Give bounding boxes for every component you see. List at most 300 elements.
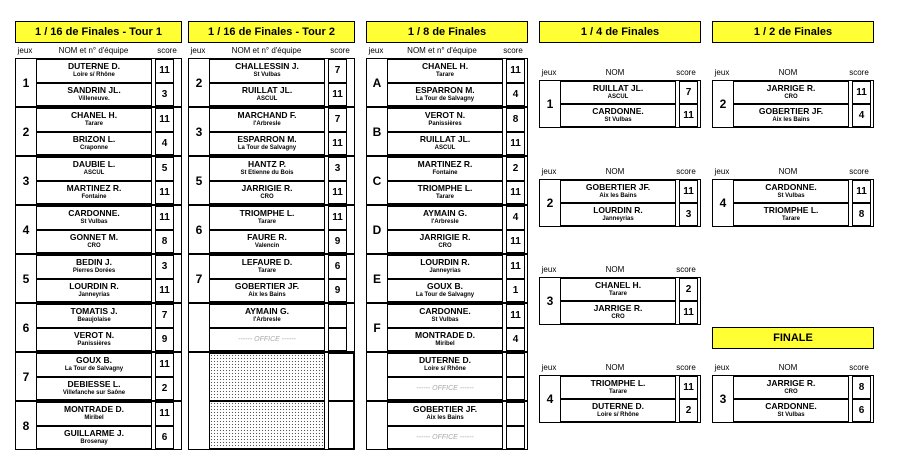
player-club: Panissières	[77, 340, 111, 347]
player-cell	[209, 108, 325, 132]
match-number: 5	[195, 173, 203, 188]
player-cell	[209, 59, 325, 83]
player-name: ESPARRON M.	[415, 84, 475, 95]
player-name: RUILLAT JL.	[592, 83, 644, 93]
player-club: Tarare	[436, 72, 454, 78]
col-jeux: jeux	[17, 46, 33, 55]
match-block	[539, 179, 701, 227]
match-block	[188, 303, 355, 352]
player-cell	[36, 353, 152, 377]
player-score: 11	[155, 59, 174, 83]
match-number: 1	[546, 97, 554, 111]
match-block	[366, 254, 528, 303]
match-number: 2	[719, 97, 727, 111]
player-score: 11	[328, 132, 347, 156]
match-number: 3	[195, 124, 203, 139]
player-score	[506, 402, 525, 426]
match-number: 3	[546, 294, 554, 308]
player-name: LOURDIN R.	[69, 280, 119, 291]
player-score: 11	[679, 180, 698, 203]
player-club: Tarare	[258, 268, 276, 274]
player-score: 11	[506, 59, 525, 83]
player-club: Aix les Bains	[426, 415, 464, 421]
player-club: l'Arbresle	[431, 219, 459, 225]
player-score: 5	[155, 157, 174, 181]
player-score: 11	[852, 180, 871, 203]
header-4: 1 / 4 de Finales	[539, 21, 701, 43]
player-club: CRO	[260, 193, 274, 200]
office-label: ------ OFFICE ------	[238, 335, 296, 343]
match-block	[188, 156, 355, 205]
player-cell	[36, 230, 152, 254]
match-block	[539, 80, 701, 128]
player-club: St Vulbas	[604, 117, 632, 123]
player-name: GOUX B.	[427, 280, 463, 291]
player-cell	[36, 328, 152, 352]
player-club: Panissières	[428, 121, 462, 127]
player-club: La Tour de Salvagny	[237, 144, 297, 151]
player-score: 11	[328, 83, 347, 107]
player-name: CARDONNE.	[765, 401, 817, 411]
match-number: 4	[546, 392, 554, 406]
player-club: St Etienne du Bois	[240, 170, 294, 176]
player-club: Villefanche sur Saône	[62, 389, 126, 396]
player-club: La Tour de Salvagny	[415, 95, 475, 102]
col-score: score	[676, 167, 696, 176]
player-score	[328, 304, 347, 328]
col-jeux: jeux	[714, 68, 730, 77]
match-block	[366, 107, 528, 156]
match-block	[188, 58, 355, 107]
match-block	[15, 205, 182, 254]
player-club: CRO	[784, 389, 798, 395]
col-score: score	[849, 68, 869, 77]
player-cell	[209, 157, 325, 181]
col-nom: NOM et n° d'équipe	[58, 46, 129, 55]
player-cell	[36, 59, 152, 83]
player-cell	[36, 426, 152, 450]
player-name: CARDONNE.	[68, 208, 120, 218]
player-name: GUILLARME J.	[64, 427, 124, 438]
player-club: Villeneuve.	[78, 95, 110, 102]
col-jeux: jeux	[190, 46, 206, 55]
player-cell	[560, 376, 676, 399]
col-score: score	[676, 265, 696, 274]
player-score: 7	[328, 59, 347, 83]
player-name: CHANEL H.	[70, 110, 118, 120]
player-cell	[560, 203, 676, 226]
match-number: 4	[22, 222, 30, 237]
player-score: 11	[328, 206, 347, 230]
player-club: Miribel	[435, 340, 455, 347]
player-club: Tarare	[436, 193, 454, 200]
match-block	[366, 205, 528, 254]
player-score: 6	[328, 255, 347, 279]
player-cell	[387, 132, 503, 156]
player-name: FAURE R.	[247, 231, 287, 242]
match-number: 2	[22, 124, 30, 139]
player-cell	[387, 181, 503, 205]
col-jeux: jeux	[714, 167, 730, 176]
match-number: B	[372, 124, 382, 139]
player-club: Pierres Dorées	[72, 268, 116, 274]
match-number: 4	[719, 196, 727, 210]
player-score: 2	[679, 399, 698, 422]
player-name: DAUBIE L.	[72, 159, 116, 169]
player-cell	[733, 376, 849, 399]
player-score: 3	[155, 83, 174, 107]
match-block	[188, 107, 355, 156]
player-score	[328, 328, 347, 352]
player-score: 2	[679, 278, 698, 301]
player-club: CRO	[87, 242, 101, 249]
player-club: Janneyrias	[78, 291, 110, 298]
match-block	[712, 179, 874, 227]
match-number: 1	[22, 75, 30, 90]
player-club: Aix les Bains	[599, 193, 637, 199]
player-name: CHANEL H.	[421, 61, 469, 71]
player-club: Fontaine	[432, 170, 458, 176]
col-score: score	[676, 68, 696, 77]
header-16a: 1 / 16 de Finales - Tour 1	[15, 21, 182, 43]
match-block	[15, 352, 182, 401]
player-name: JARRIGE R.	[593, 303, 643, 313]
column-headers	[366, 46, 528, 55]
player-club: St Vulbas	[80, 219, 108, 225]
col-jeux: jeux	[714, 363, 730, 372]
player-score: 6	[852, 399, 871, 422]
col-nom: NOM	[605, 167, 625, 176]
player-club: Loire s/ Rhône	[73, 72, 115, 78]
match-number: C	[372, 173, 382, 188]
player-name: AYMAIN G.	[422, 208, 468, 218]
match-block	[366, 58, 528, 107]
player-name: LEFAURE D.	[241, 257, 293, 267]
player-name: ESPARRON M.	[237, 133, 297, 144]
match-block	[366, 303, 528, 352]
match-number: 3	[22, 173, 30, 188]
player-cell	[209, 230, 325, 254]
player-score: 11	[155, 279, 174, 303]
player-club: La Tour de Salvagny	[64, 366, 124, 372]
player-name: AYMAIN G.	[244, 306, 290, 316]
match-number	[367, 402, 387, 449]
player-score: 11	[155, 402, 174, 426]
player-cell	[36, 181, 152, 205]
player-club: La Tour de Salvagny	[415, 291, 475, 298]
player-club: Tarare	[782, 216, 800, 222]
player-cell	[387, 230, 503, 254]
player-club: Valencin	[254, 242, 280, 249]
player-cell	[733, 81, 849, 104]
player-club: Tarare	[609, 389, 627, 395]
player-cell	[209, 83, 325, 107]
player-cell	[387, 206, 503, 230]
column-headers	[539, 265, 701, 274]
empty-slot-hatched	[209, 353, 325, 401]
player-score: 9	[155, 328, 174, 352]
player-score: 8	[852, 203, 871, 226]
player-cell	[387, 255, 503, 279]
col-score: score	[849, 167, 869, 176]
player-score: 9	[328, 230, 347, 254]
player-club: ASCUL	[256, 95, 278, 102]
player-score: 7	[328, 108, 347, 132]
col-nom: NOM	[778, 363, 798, 372]
player-name: DUTERNE D.	[419, 355, 471, 365]
player-score: 11	[679, 301, 698, 324]
header-8: 1 / 8 de Finales	[366, 21, 528, 43]
player-cell	[209, 255, 325, 279]
col-jeux: jeux	[541, 68, 557, 77]
player-cell	[36, 304, 152, 328]
player-cell	[733, 399, 849, 422]
player-cell	[387, 426, 503, 450]
player-score: 11	[679, 376, 698, 399]
player-name: RUILLAT JL.	[241, 84, 293, 95]
player-name: DEBIESSE L.	[67, 378, 121, 389]
col-nom: NOM	[778, 167, 798, 176]
player-score: 11	[679, 104, 698, 127]
player-cell	[209, 181, 325, 205]
player-club: Brosenay	[80, 438, 108, 445]
column-headers	[188, 46, 355, 55]
player-cell	[387, 157, 503, 181]
player-cell	[560, 180, 676, 203]
col-nom: NOM et n° d'équipe	[407, 46, 477, 55]
player-cell	[387, 83, 503, 107]
match-block	[366, 352, 528, 401]
player-score: 4	[506, 206, 525, 230]
match-block	[188, 205, 355, 254]
player-score: 11	[506, 181, 525, 205]
player-score	[506, 426, 525, 450]
match-number: D	[372, 222, 382, 237]
player-name: CHANEL H.	[594, 280, 642, 290]
player-score: 3	[155, 255, 174, 279]
match-block	[366, 401, 528, 450]
match-block	[712, 375, 874, 423]
player-score: 11	[852, 81, 871, 104]
player-name: CARDONNE.	[765, 182, 817, 192]
player-club: St Vulbas	[253, 72, 281, 78]
player-name: JARRIGE R.	[766, 83, 816, 93]
player-club: Janneyrias	[602, 216, 634, 222]
player-club: Tarare	[85, 121, 103, 127]
player-score: 11	[328, 181, 347, 205]
player-cell	[36, 132, 152, 156]
col-jeux: jeux	[368, 46, 384, 55]
player-name: GONNET M.	[69, 231, 119, 242]
player-score: 8	[506, 108, 525, 132]
player-name: TRIOMPHE L.	[239, 208, 295, 218]
column-headers	[539, 363, 701, 372]
match-number: 5	[22, 271, 30, 286]
match-number: 6	[22, 320, 30, 335]
player-name: GOBERTIER JF.	[412, 404, 478, 414]
player-club: Aix les Bains	[248, 291, 286, 298]
col-nom: NOM et n° d'équipe	[231, 46, 302, 55]
column-headers	[712, 167, 874, 176]
header-16b: 1 / 16 de Finales - Tour 2	[188, 21, 355, 43]
player-cell	[36, 279, 152, 303]
player-score: 11	[506, 132, 525, 156]
player-score: 2	[506, 157, 525, 181]
col-nom: NOM	[778, 68, 798, 77]
player-name: DUTERNE D.	[592, 401, 644, 411]
player-score: 11	[155, 108, 174, 132]
col-nom: NOM	[605, 363, 625, 372]
player-cell	[209, 132, 325, 156]
player-score: 9	[328, 279, 347, 303]
col-score: score	[503, 46, 523, 55]
match-block	[15, 254, 182, 303]
player-name: GOUX B.	[76, 355, 112, 365]
player-name: TRIOMPHE L.	[763, 205, 819, 215]
col-nom: NOM	[605, 68, 625, 77]
player-cell	[36, 255, 152, 279]
match-block	[539, 375, 701, 423]
player-club: Tarare	[258, 219, 276, 225]
match-block	[15, 303, 182, 352]
player-cell	[733, 180, 849, 203]
player-club: ASCUL	[83, 170, 105, 176]
empty-block	[188, 352, 355, 450]
match-block	[15, 107, 182, 156]
player-name: JARRIGIE R.	[419, 231, 471, 242]
player-cell	[387, 377, 503, 401]
player-cell	[560, 104, 676, 127]
player-score: 4	[155, 132, 174, 156]
player-name: MARCHAND F.	[237, 110, 297, 120]
player-club: Miribel	[84, 415, 104, 421]
column-headers	[712, 68, 874, 77]
player-club: l'Arbresle	[253, 317, 281, 323]
player-name: CHALLESSIN J.	[235, 61, 299, 71]
match-number: F	[373, 320, 381, 335]
player-name: GOBERTIER JF.	[758, 106, 824, 116]
player-name: CARDONNE.	[419, 306, 471, 316]
player-score: 8	[155, 230, 174, 254]
player-score: 3	[328, 157, 347, 181]
col-score: score	[330, 46, 350, 55]
player-score: 7	[155, 304, 174, 328]
player-name: VEROT N.	[424, 110, 466, 120]
match-number: 2	[546, 196, 554, 210]
player-cell	[387, 402, 503, 426]
player-cell	[209, 206, 325, 230]
player-club: Loire s/ Rhône	[424, 366, 466, 372]
player-cell	[387, 304, 503, 328]
player-cell	[733, 203, 849, 226]
match-number: A	[372, 75, 382, 90]
column-headers	[539, 68, 701, 77]
player-score: 6	[155, 426, 174, 450]
match-block	[15, 401, 182, 450]
match-number: 7	[195, 271, 203, 286]
player-name: TRIOMPHE L.	[590, 378, 646, 388]
player-score	[328, 401, 354, 449]
player-score: 11	[155, 206, 174, 230]
player-score: 2	[155, 377, 174, 401]
player-score	[506, 353, 525, 377]
player-score: 11	[506, 304, 525, 328]
match-number: 8	[22, 418, 30, 433]
player-cell	[387, 108, 503, 132]
player-name: MARTINEZ R.	[417, 159, 473, 169]
player-club: ASCUL	[607, 94, 629, 100]
player-cell	[560, 399, 676, 422]
player-name: CARDONNE.	[592, 106, 644, 116]
col-score: score	[849, 363, 869, 372]
player-club: CRO	[611, 314, 625, 320]
player-club: Tarare	[609, 291, 627, 297]
match-block	[15, 58, 182, 107]
col-score: score	[676, 363, 696, 372]
player-score: 4	[852, 104, 871, 127]
player-cell	[36, 206, 152, 230]
header-finale: FINALE	[712, 327, 874, 349]
player-name: GOBERTIER JF.	[585, 182, 651, 192]
col-nom: NOM	[605, 265, 625, 274]
player-name: BRIZON L.	[72, 133, 116, 144]
player-cell	[560, 278, 676, 301]
match-number	[367, 353, 387, 400]
player-name: LOURDIN R.	[420, 257, 470, 267]
player-score: 11	[155, 353, 174, 377]
player-club: St Vulbas	[777, 193, 805, 199]
col-jeux: jeux	[541, 167, 557, 176]
player-score: 4	[506, 328, 525, 352]
player-name: RUILLAT JL.	[419, 133, 471, 144]
player-club: St Vulbas	[431, 317, 459, 323]
player-score: 3	[679, 203, 698, 226]
column-headers	[539, 167, 701, 176]
player-score: 8	[852, 376, 871, 399]
player-name: BEDIN J.	[76, 257, 112, 267]
player-cell	[387, 328, 503, 352]
empty-slot-hatched	[209, 401, 325, 449]
column-headers	[15, 46, 182, 55]
player-club: Fontaine	[81, 193, 107, 200]
player-name: DUTERNE D.	[68, 61, 120, 71]
player-score: 4	[506, 83, 525, 107]
player-score	[506, 377, 525, 401]
player-name: TOMATIS J.	[70, 306, 118, 316]
player-name: MARTINEZ R.	[66, 182, 122, 193]
player-score	[328, 353, 354, 401]
player-cell	[36, 402, 152, 426]
player-name: JARRIGIE R.	[241, 182, 293, 193]
header-2: 1 / 2 de Finales	[712, 21, 874, 43]
player-club: l'Arbresle	[253, 121, 281, 127]
player-club: Janneyrias	[429, 268, 461, 274]
player-name: VEROT N.	[73, 329, 115, 340]
player-club: CRO	[784, 94, 798, 100]
player-cell	[36, 108, 152, 132]
player-club: Loire s/ Rhône	[597, 412, 639, 418]
player-club: Beaujolaise	[77, 317, 111, 323]
player-score: 11	[155, 181, 174, 205]
player-cell	[387, 279, 503, 303]
player-cell	[733, 104, 849, 127]
match-number	[189, 304, 209, 351]
match-block	[712, 80, 874, 128]
player-club: Aix les Bains	[772, 117, 810, 123]
player-name: MONTRADE D.	[415, 329, 475, 340]
office-label: ------ OFFICE ------	[416, 433, 474, 441]
match-block	[539, 277, 701, 325]
